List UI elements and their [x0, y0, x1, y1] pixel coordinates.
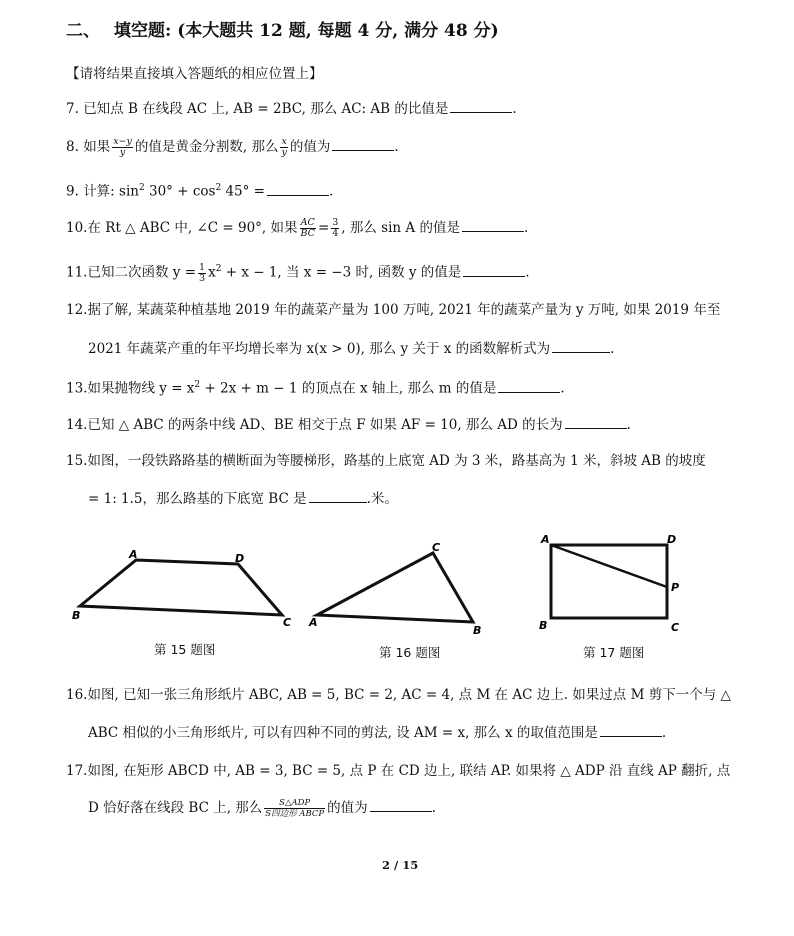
question-number: 7.: [66, 101, 79, 117]
figures-row: [0, 530, 794, 640]
vertex-label-d: D: [667, 533, 677, 546]
exponent: 2: [215, 264, 222, 274]
numerator: 3: [332, 217, 339, 228]
denominator: y: [119, 147, 126, 158]
equals-sign: =: [317, 220, 330, 236]
question-number: 11.: [66, 264, 88, 281]
text-segment: 已知二次函数 y =: [87, 264, 197, 281]
numerator: 1: [199, 261, 206, 273]
question-10: 10.在 Rt △ ABC 中, ∠C = 90°, 如果 $\frac{AC}{BC}$ = $\frac{3}{4}$ , 那么 sin A 的值是 .: [66, 217, 529, 239]
exponent: 2: [194, 380, 201, 390]
vertex-label-b: B: [539, 619, 548, 632]
text-segment: x: [208, 264, 216, 281]
question-text: .米。: [366, 491, 398, 507]
text-segment: 的值为: [289, 139, 331, 155]
trapezoid-shape: [80, 560, 282, 615]
question-text: ABC 相似的小三角形纸片, 可以有四种不同的剪法, 设 AM = x, 那么 x 的取值范围是: [88, 725, 598, 741]
question-text: 2021 年蔬菜产重的年平均增长率为 x(x > 0), 那么 y 关于 x 的函数解析式为: [88, 341, 551, 357]
vertex-label-b: B: [473, 624, 482, 637]
question-text: 据了解, 某蔬菜种植基地 2019 年的蔬菜产量为 100 万吨, 2021 年的蔬菜产量为 y 万吨, 如果 2019 年至: [87, 302, 721, 318]
answer-blank: [552, 338, 610, 353]
fraction: [198, 263, 206, 284]
fold-line-ap: [551, 545, 667, 587]
section-number: 二、: [66, 21, 100, 41]
vertex-label-a: A: [309, 616, 318, 629]
question-text: 如图，一段铁路路基的横断面为等腰梯形，路基的上底宽 AD 为 3 米，路基高为 1 米，斜坡 AB 的坡度: [87, 453, 706, 469]
answer-blank: [463, 262, 525, 277]
exponent: 2: [215, 183, 222, 193]
answer-blank: [267, 181, 329, 196]
answer-blank: [370, 797, 432, 812]
figure-17-rectangle: [539, 533, 679, 634]
text-segment: 45° =: [221, 183, 265, 200]
denominator: S四边形 ABCP: [265, 809, 325, 819]
text-segment: 在 Rt △ ABC 中, ∠C = 90°, 如果: [87, 220, 298, 236]
text-segment: , 那么 sin A 的值是: [341, 220, 460, 236]
question-text: 已知 △ ABC 的两条中线 AD、BE 相交于点 F 如果 AF = 10, 那么 AD 的长为: [87, 417, 563, 433]
question-17-cont: D 恰好落在线段 BC 上, 那么 $\frac{\text{S△ADP}}{\text{S四边形 ABCP}}$ 的值为 .: [88, 798, 436, 819]
text-segment: 30° + cos: [144, 183, 216, 200]
vertex-label-a: A: [541, 533, 550, 546]
vertex-label-b: B: [72, 609, 81, 622]
question-16: [66, 685, 731, 705]
fraction: [280, 137, 287, 158]
vertex-label-c: C: [671, 621, 680, 634]
answer-blank: [462, 217, 524, 232]
question-13: 13.如果抛物线 $y = x^2 + 2x + m - 1$ 的顶点在 x 轴上, 那么 m 的值是 .: [66, 375, 565, 399]
question-14: 14.已知 △ ABC 的两条中线 AD、BE 相交于点 F 如果 AF = 10, 那么 AD 的长为 .: [66, 414, 631, 435]
text-segment: 的值是黄金分割数, 那么: [134, 139, 279, 155]
triangle-shape: [317, 553, 473, 622]
vertex-label-c: C: [432, 541, 441, 554]
question-number: 16.: [66, 687, 88, 703]
question-text: = 1: 1.5，那么路基的下底宽 BC 是: [88, 491, 307, 507]
figure-16-triangle: [308, 541, 481, 637]
denominator: y: [281, 147, 287, 158]
numerator: x: [281, 136, 287, 147]
question-text: 已知点 B 在线段 AC 上, AB = 2BC, 那么 AC: AB 的比值是: [83, 101, 449, 117]
vertex-label-d: D: [235, 552, 245, 565]
figure-16-caption: 第 16 题图: [379, 645, 441, 660]
figure-15-trapezoid: [72, 548, 291, 629]
text-segment: 如果: [83, 139, 111, 155]
question-11: 11.已知二次函数 y = $\frac{1}{3}$ $x^2 + x - 1$, 当 x = −3 时, 函数 y 的值是 .: [66, 261, 530, 284]
denominator: 4: [332, 228, 339, 239]
fraction: [300, 218, 316, 239]
question-17: [66, 761, 730, 781]
answer-blank: [450, 98, 512, 113]
question-16-cont: ABC 相似的小三角形纸片, 可以有四种不同的剪法, 设 AM = x, 那么 x 的取值范围是 .: [88, 722, 666, 743]
question-number: 13.: [66, 380, 88, 397]
question-number: 17.: [66, 763, 88, 779]
question-15: [66, 451, 706, 471]
section-title: 填空题: (本大题共 12 题, 每题 4 分, 满分 48 分): [114, 21, 499, 41]
section-heading: [66, 16, 499, 41]
text-segment: 计算: sin: [83, 183, 139, 200]
question-12: [66, 300, 720, 320]
question-9: 9. 计算: $\sin^2 30^\circ + \cos^2 45^\circ$ = .: [66, 178, 333, 202]
question-7: 7. 已知点 B 在线段 AC 上, AB = 2BC, 那么 AC: AB 的比值是 .: [66, 98, 517, 119]
question-text: 如图, 已知一张三角形纸片 ABC, AB = 5, BC = 2, AC = 4, 点 M 在 AC 边上. 如果过点 M 剪下一个与 △: [87, 687, 731, 703]
question-number: 9.: [66, 183, 79, 200]
area-ratio-fraction: [264, 798, 325, 819]
answer-blank: [309, 488, 367, 503]
instruction-hint: 【请将结果直接填入答题纸的相应位置上】: [66, 66, 323, 82]
numerator: AC: [300, 217, 315, 228]
answer-blank: [600, 722, 662, 737]
denominator: BC: [300, 228, 315, 239]
vertex-label-p: P: [671, 581, 680, 594]
denominator: 3: [199, 272, 206, 284]
figure-15-caption: 第 15 题图: [154, 642, 216, 657]
question-text: 如图, 在矩形 ABCD 中, AB = 3, BC = 5, 点 P 在 CD 边上, 联结 AP. 如果将 △ ADP 沿 直线 AP 翻折, 点: [87, 763, 731, 779]
text-segment: 如果抛物线 y = x: [87, 380, 195, 397]
text-segment: + x − 1, 当 x = −3 时, 函数 y 的值是: [221, 264, 462, 281]
figure-17-caption: 第 17 题图: [583, 645, 645, 660]
question-12-cont: 2021 年蔬菜产重的年平均增长率为 x(x > 0), 那么 y 关于 x 的函数解析式为 .: [88, 338, 614, 359]
question-number: 12.: [66, 302, 88, 318]
numerator: x−y: [113, 136, 132, 147]
answer-blank: [332, 136, 394, 151]
question-text: D 恰好落在线段 BC 上, 那么: [88, 800, 263, 816]
exponent: 2: [138, 183, 145, 193]
fraction: [112, 137, 133, 158]
text-segment: + 2x + m − 1 的顶点在 x 轴上, 那么 m 的值是: [200, 380, 497, 397]
vertex-label-c: C: [283, 616, 292, 629]
answer-blank: [565, 414, 627, 429]
question-number: 8.: [66, 139, 79, 155]
numerator: S△ADP: [264, 798, 325, 809]
answer-blank: [498, 378, 560, 393]
question-number: 15.: [66, 453, 88, 469]
question-number: 14.: [66, 417, 88, 433]
page-number: 2 / 15: [382, 858, 419, 872]
question-8: 8. 如果 $\frac{x-y}{y}$ 的值是黄金分割数, 那么 $\frac{x}{y}$ 的值为 .: [66, 136, 399, 158]
question-text: 的值为: [327, 800, 368, 816]
fraction: [331, 218, 339, 239]
vertex-label-a: A: [129, 548, 138, 561]
question-15-cont: [88, 488, 398, 509]
question-number: 10.: [66, 220, 88, 236]
